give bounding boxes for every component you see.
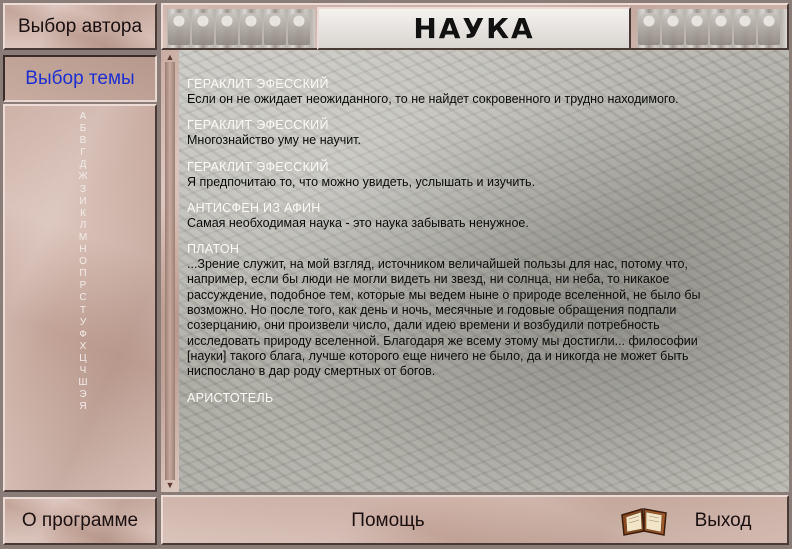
alphabet-letter[interactable]: Э [79,389,87,401]
quote-author: ГЕРАКЛИТ ЭФЕССКИЙ [187,159,329,174]
alphabet-panel [3,104,157,492]
alphabet-letter[interactable]: И [79,195,87,207]
statue-figure-icon [686,13,708,45]
help-button[interactable] [343,507,433,535]
frieze-decoration-right [637,9,787,48]
alphabet-letter[interactable]: Т [79,304,87,316]
alphabet-letter[interactable]: К [80,207,86,219]
statue-figure-icon [168,13,190,45]
quote-item [187,77,712,107]
quote-text: Многознайство уму не научит. [187,133,361,148]
alphabet-letter[interactable]: Ц [79,352,87,364]
statue-figure-icon [710,13,732,45]
quote-author: АНТИСФЕН ИЗ АФИН [187,200,321,215]
statue-figure-icon [734,13,756,45]
quote-text: Самая необходимая наука - это наука забывать ненужное. [187,215,529,230]
alphabet-letter[interactable]: Н [79,244,87,256]
alphabet-letter[interactable]: У [79,316,87,328]
theme-select-label: Выбор темы [25,67,135,89]
statue-figure-icon [240,13,262,45]
quotes-list [187,77,712,417]
frieze-decoration-left [167,9,315,48]
alphabet-letter[interactable]: Б [79,123,87,135]
scroll-down-arrow-icon[interactable]: ▼ [165,480,175,490]
alphabet-letter[interactable]: Ч [79,364,87,376]
alphabet-letter[interactable]: Д [79,159,87,171]
quote-item [187,242,712,379]
help-label: Помощь [351,510,425,531]
statue-figure-icon [288,13,310,45]
alphabet-letter[interactable]: Р [79,280,87,292]
alphabet-letter[interactable]: С [79,292,87,304]
alphabet-letter[interactable]: Ш [78,377,88,389]
scroll-up-arrow-icon[interactable]: ▲ [165,52,175,62]
quote-item [187,201,712,231]
alphabet-letter[interactable]: П [79,268,87,280]
alphabet-letter[interactable]: Ф [79,328,87,340]
author-select-label: Выбор автора [17,15,143,37]
alphabet-letter[interactable]: А [79,111,87,122]
footer-bar [161,495,789,545]
statue-figure-icon [662,13,684,45]
alphabet-letter[interactable]: Я [79,401,87,413]
quote-author: ГЕРАКЛИТ ЭФЕССКИЙ [187,77,329,91]
alphabet-letter[interactable]: М [78,231,88,243]
statue-figure-icon [216,13,238,45]
alphabet-letter[interactable]: Ж [78,171,88,183]
exit-button[interactable] [683,507,763,535]
exit-label: Выход [694,510,752,531]
statue-figure-icon [264,13,286,45]
quote-text: ...Зрение служит, на мой взгляд, источником величайшей пользы для нас, потому что, например, если бы люди не могли видеть ни звезд, ни солнца, ни неба, то никакое рассуждение, подобное тем, которые мы ведем ныне о природе вселенной, не было бы возможно. Но после того, как день и ночь, месячные и годовые обращения подпали созерцанию, они произвели число, дали идею времени и возбудили потребность исследовать природу вселенной. Благодаря же всему этому мы достигли... философии [науки] такого блага, лучше которого еще ничего не было, да и никогда не может быть ниспослано в дар роду смертных от богов. [187,257,701,379]
quote-scrollbar[interactable] [161,50,179,492]
page-title: НАУКА [413,12,535,45]
alphabet-letter[interactable]: Г [80,147,86,159]
header-bar [161,3,789,50]
statue-figure-icon [758,13,780,45]
alphabet-letter[interactable]: З [79,183,87,195]
author-select-button[interactable] [3,3,157,50]
quote-item [187,160,712,190]
quote-text: Я предпочитаю то, что можно увидеть, услышать и изучить. [187,174,536,189]
quote-author: ГЕРАКЛИТ ЭФЕССКИЙ [187,118,329,133]
statue-figure-icon [192,13,214,45]
quotes-area [179,50,789,492]
title-plaque [317,7,631,50]
quote-author: ПЛАТОН [187,242,240,257]
quote-item [187,118,712,148]
alphabet-letter[interactable]: О [79,256,87,268]
alphabet-index [75,111,91,413]
alphabet-letter[interactable]: В [79,135,87,147]
about-program-label: О программе [21,510,139,531]
statue-figure-icon [638,13,660,45]
alphabet-letter[interactable]: Х [79,340,87,352]
book-icon[interactable] [618,505,670,537]
alphabet-letter[interactable]: Л [79,219,87,231]
quote-text: Если он не ожидает неожиданного, то не найдет сокровенного и трудно находимого. [187,92,679,106]
about-program-button[interactable] [3,497,157,545]
quote-item [187,391,712,406]
scroll-track[interactable] [165,62,175,480]
quote-author: АРИСТОТЕЛЬ [187,390,274,405]
theme-select-button[interactable] [3,55,157,102]
